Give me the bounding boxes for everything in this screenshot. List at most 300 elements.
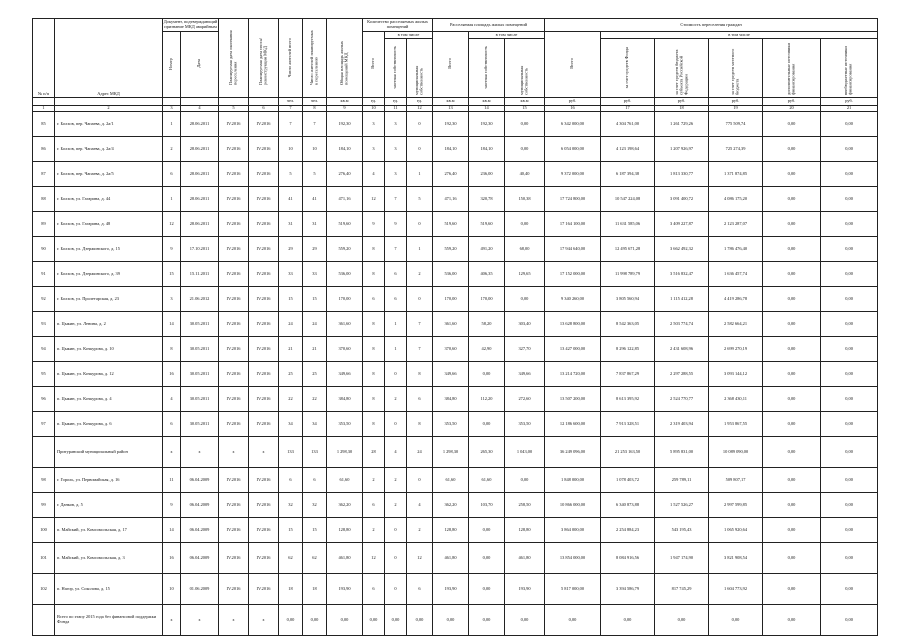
rooms-municipal-cell: 8 (407, 362, 433, 387)
header-residents-planned: Число жителей планируемых к переселению (303, 19, 327, 98)
planned-end-cell: IV.2016 (219, 493, 249, 518)
column-number-cell: 14 (469, 106, 505, 112)
residents-planned-cell: 62 (303, 543, 327, 574)
planned-end-cell: IV.2016 (219, 337, 249, 362)
residents-planned-cell: 33 (303, 262, 327, 287)
cost-extra-cell: 0,00 (763, 162, 821, 187)
cost-region-cell: 817 745,29 (655, 574, 709, 605)
column-number-cell: 13 (433, 106, 469, 112)
header-rooms-in-that: в том числе (385, 32, 433, 39)
column-number-cell: 16 (545, 106, 601, 112)
cost-other-cell: 0,00 (821, 312, 878, 337)
cost-extra-cell: 0,00 (763, 605, 821, 636)
cost-local-cell: 775 509,74 (709, 112, 763, 137)
residents-planned-cell: 5 (303, 162, 327, 187)
cost-local-cell: 2 123 287,07 (709, 212, 763, 237)
total-area-cell: 61,60 (327, 468, 363, 493)
planned-demolish-cell: IV.2016 (249, 137, 279, 162)
cost-fund-cell: 8 542 363,05 (601, 312, 655, 337)
planned-demolish-cell: IV.2016 (249, 112, 279, 137)
rooms-private-cell: 3 (385, 162, 407, 187)
planned-demolish-cell: IV.2016 (249, 468, 279, 493)
address-cell: г. Болхов, пер. Чапаева, д. 2а/5 (55, 162, 163, 187)
column-number-cell: 20 (763, 106, 821, 112)
cost-fund-cell: 12 495 671,28 (601, 237, 655, 262)
total-area-cell: 193,90 (327, 574, 363, 605)
doc-date-cell: 06.04.2009 (181, 493, 219, 518)
unit-cell: руб. (545, 98, 601, 106)
address-cell: п. Цыкин, ул. Ленина, д. 2 (55, 312, 163, 337)
doc-date-cell: 15.11.2011 (181, 262, 219, 287)
column-number-cell: 5 (219, 106, 249, 112)
residents-cell: 62 (279, 543, 303, 574)
unit-cell: ед. (385, 98, 407, 106)
doc-number-cell: x (163, 437, 181, 468)
area-total-cell: 384,80 (433, 387, 469, 412)
address-cell: п. Цыкин, ул. Кочкурова, д. 10 (55, 337, 163, 362)
planned-demolish-cell: IV.2016 (249, 412, 279, 437)
row-number-cell: 95 (33, 362, 55, 387)
rooms-private-cell: 0,00 (385, 605, 407, 636)
address-cell: г. Болхов, пер. Чапаева, д. 2а/1 (55, 112, 163, 137)
residents-planned-cell: 41 (303, 187, 327, 212)
cost-extra-cell: 0,00 (763, 262, 821, 287)
rooms-municipal-cell: 5 (407, 187, 433, 212)
table-row (33, 362, 878, 387)
rooms-municipal-cell: 7 (407, 312, 433, 337)
address-cell: Всего по этапу 2015 года без финансовой поддержки Фонда (55, 605, 163, 636)
planned-demolish-cell: IV.2016 (249, 212, 279, 237)
planned-demolish-cell: IV.2016 (249, 262, 279, 287)
area-municipal-cell: 349,66 (505, 362, 545, 387)
area-private-cell: 236,00 (469, 162, 505, 187)
cost-fund-cell: 6 340 873,88 (601, 493, 655, 518)
doc-number-cell: 6 (163, 162, 181, 187)
cost-fund-cell: 8 613 395,92 (601, 387, 655, 412)
header-residents: Число жителей всего (279, 19, 303, 98)
area-municipal-cell: 193,90 (505, 574, 545, 605)
area-municipal-cell: 258,50 (505, 493, 545, 518)
header-cost-fund: за счет средств Фонда (601, 39, 655, 98)
residents-cell: 33 (279, 262, 303, 287)
rooms-total-cell: 9 (363, 212, 385, 237)
cost-extra-cell: 0,00 (763, 543, 821, 574)
doc-number-cell: 12 (163, 212, 181, 237)
cost-other-cell: 0,00 (821, 162, 878, 187)
area-municipal-cell: 0,00 (505, 605, 545, 636)
cost-total-cell: 13 628 800,00 (545, 312, 601, 337)
rooms-total-cell: 6 (363, 493, 385, 518)
table-row (33, 312, 878, 337)
row-number-cell: 99 (33, 493, 55, 518)
planned-demolish-cell: IV.2016 (249, 312, 279, 337)
cost-region-cell: 2 503 774,74 (655, 312, 709, 337)
residents-cell: 10 (279, 137, 303, 162)
residents-planned-cell: 6 (303, 468, 327, 493)
doc-date-cell: 30.05.2011 (181, 312, 219, 337)
rooms-municipal-cell: 0,00 (407, 605, 433, 636)
header-cost-in-that: в том числе (601, 32, 878, 39)
unit-cell: кв.м (469, 98, 505, 106)
doc-date-cell: 21.06.2012 (181, 287, 219, 312)
area-total-cell: 370,60 (433, 337, 469, 362)
cost-fund-cell: 3 394 586,79 (601, 574, 655, 605)
doc-number-cell: 6 (163, 412, 181, 437)
header-cost-local: за счет средств местного бюджета (709, 39, 763, 98)
unit-cell (249, 98, 279, 106)
total-area-cell: 461,80 (327, 543, 363, 574)
rooms-municipal-cell: 2 (407, 262, 433, 287)
rooms-total-cell: 8 (363, 412, 385, 437)
rooms-total-cell: 8 (363, 262, 385, 287)
rooms-municipal-cell: 4 (407, 493, 433, 518)
cost-region-cell: 2 524 770,77 (655, 387, 709, 412)
doc-number-cell: 10 (163, 574, 181, 605)
residents-cell: 15 (279, 518, 303, 543)
cost-extra-cell: 0,00 (763, 237, 821, 262)
residents-planned-cell: 10 (303, 137, 327, 162)
area-total-cell: 193,90 (433, 574, 469, 605)
planned-end-cell: IV.2016 (219, 543, 249, 574)
cost-extra-cell: 0,00 (763, 112, 821, 137)
residents-cell: 34 (279, 412, 303, 437)
header-planned-demolish: Планируемая дата сноса/реконструкции МКД (249, 19, 279, 98)
cost-fund-cell: 4 123 198,64 (601, 137, 655, 162)
residents-cell: 32 (279, 493, 303, 518)
planned-end-cell: IV.2016 (219, 137, 249, 162)
header-doc-date: Дата (181, 32, 219, 98)
area-total-cell: 471,16 (433, 187, 469, 212)
rooms-private-cell: 0 (385, 412, 407, 437)
cost-other-cell: 0,00 (821, 112, 878, 137)
area-private-cell: 519,60 (469, 212, 505, 237)
planned-demolish-cell: IV.2016 (249, 362, 279, 387)
rooms-total-cell: 28 (363, 437, 385, 468)
cost-region-cell: 3 091 400,72 (655, 187, 709, 212)
doc-date-cell: 06.04.2009 (181, 468, 219, 493)
cost-extra-cell: 0,00 (763, 137, 821, 162)
unit-cell (181, 98, 219, 106)
area-municipal-cell: 68,00 (505, 237, 545, 262)
planned-end-cell: IV.2016 (219, 112, 249, 137)
column-number-cell: 2 (55, 106, 163, 112)
table-row (33, 212, 878, 237)
header-cost-extra: дополнительные источники финансирования (763, 39, 821, 98)
cost-total-cell: 6 342 000,00 (545, 112, 601, 137)
address-cell: п. Цыкин, ул. Кочкурова, д. 4 (55, 387, 163, 412)
planned-demolish-cell: IV.2016 (249, 287, 279, 312)
planned-end-cell: IV.2016 (219, 362, 249, 387)
address-cell: г. Гороль, ул. Первомайская, д. 16 (55, 468, 163, 493)
column-number-cell: 3 (163, 106, 181, 112)
cost-other-cell: 0,00 (821, 212, 878, 237)
residents-planned-cell: 32 (303, 493, 327, 518)
residents-planned-cell: 0,00 (303, 605, 327, 636)
cost-local-cell: 509 807,17 (709, 468, 763, 493)
area-municipal-cell: 150,38 (505, 187, 545, 212)
planned-end-cell: IV.2016 (219, 262, 249, 287)
column-number-cell: 4 (181, 106, 219, 112)
area-private-cell: 491,20 (469, 237, 505, 262)
unit-cell: чел. (303, 98, 327, 106)
cost-local-cell: 3 093 144,12 (709, 362, 763, 387)
cost-fund-cell: 0,00 (601, 605, 655, 636)
rooms-total-cell: 8 (363, 237, 385, 262)
doc-number-cell: 4 (163, 387, 181, 412)
table-row (33, 387, 878, 412)
row-number-cell: 92 (33, 287, 55, 312)
planned-demolish-cell: IV.2016 (249, 387, 279, 412)
cost-other-cell: 0,00 (821, 387, 878, 412)
address-cell: п. Майский, ул. Комсомольская, д. 17 (55, 518, 163, 543)
rooms-municipal-cell: 2 (407, 518, 433, 543)
table-row (33, 262, 878, 287)
rooms-private-cell: 4 (385, 437, 407, 468)
cost-fund-cell: 11 631 585,06 (601, 212, 655, 237)
area-total-cell: 349,66 (433, 362, 469, 387)
rooms-private-cell: 6 (385, 287, 407, 312)
total-area-cell: 362,20 (327, 493, 363, 518)
rooms-total-cell: 8 (363, 337, 385, 362)
header-area-in-that: в том числе (469, 32, 545, 39)
address-cell: г. Болхов, ул. Гагарина, д. 44 (55, 187, 163, 212)
rooms-municipal-cell: 1 (407, 237, 433, 262)
header-planned-end: Планируемая дата окончания переселения (219, 19, 249, 98)
column-number-cell: 6 (249, 106, 279, 112)
residents-planned-cell: 18 (303, 574, 327, 605)
doc-date-cell: 01.06.2009 (181, 574, 219, 605)
unit-cell: руб. (821, 98, 878, 106)
rooms-private-cell: 0 (385, 362, 407, 387)
unit-cell: руб. (655, 98, 709, 106)
residents-planned-cell: 15 (303, 518, 327, 543)
header-cost-other: внебюджетные источники финансирования (821, 39, 878, 98)
cost-total-cell: 10 866 000,00 (545, 493, 601, 518)
unit-cell: кв.м (327, 98, 363, 106)
residents-cell: 21 (279, 337, 303, 362)
column-number-cell: 1 (33, 106, 55, 112)
cost-extra-cell: 0,00 (763, 212, 821, 237)
cost-total-cell: 6 054 000,00 (545, 137, 601, 162)
cost-fund-cell: 8 296 122,85 (601, 337, 655, 362)
residents-planned-cell: 24 (303, 312, 327, 337)
cost-other-cell: 0,00 (821, 237, 878, 262)
area-total-cell: 1 298,30 (433, 437, 469, 468)
area-municipal-cell: 0,00 (505, 287, 545, 312)
cost-other-cell: 0,00 (821, 137, 878, 162)
planned-end-cell: IV.2016 (219, 518, 249, 543)
residents-planned-cell: 21 (303, 337, 327, 362)
header-cost-total: Всего (545, 32, 601, 98)
rooms-private-cell: 2 (385, 468, 407, 493)
cost-fund-cell: 3 805 560,94 (601, 287, 655, 312)
cost-region-cell: 1 947 174,90 (655, 543, 709, 574)
rooms-total-cell: 8 (363, 362, 385, 387)
address-cell: г. Болхов, ул. Гагарина, д. 48 (55, 212, 163, 237)
row-number-cell: 94 (33, 337, 55, 362)
area-total-cell: 559,20 (433, 237, 469, 262)
header-rooms-private: частная собственность (385, 39, 407, 98)
residents-cell: 0,00 (279, 605, 303, 636)
area-municipal-cell: 1 043,00 (505, 437, 545, 468)
cost-local-cell: 1 636 457,74 (709, 262, 763, 287)
doc-number-cell: 1 (163, 112, 181, 137)
planned-end-cell: IV.2016 (219, 162, 249, 187)
cost-total-cell: 1 848 000,00 (545, 468, 601, 493)
cost-fund-cell: 21 253 163,50 (601, 437, 655, 468)
total-area-cell: 370,60 (327, 337, 363, 362)
area-total-cell: 361,60 (433, 312, 469, 337)
column-number-cell: 11 (385, 106, 407, 112)
doc-number-cell: x (163, 605, 181, 636)
doc-date-cell: x (181, 437, 219, 468)
row-number-cell: 91 (33, 262, 55, 287)
column-number-cell: 18 (655, 106, 709, 112)
area-municipal-cell: 272,60 (505, 387, 545, 412)
unit-cell: кв.м (505, 98, 545, 106)
rooms-total-cell: 2 (363, 518, 385, 543)
address-cell: г. Болхов, ул. Пролетарская, д. 23 (55, 287, 163, 312)
doc-number-cell: 15 (163, 262, 181, 287)
cost-extra-cell: 0,00 (763, 518, 821, 543)
column-number-cell: 9 (327, 106, 363, 112)
planned-demolish-cell: IV.2016 (249, 237, 279, 262)
doc-number-cell: 16 (163, 362, 181, 387)
area-private-cell: 112,20 (469, 387, 505, 412)
rooms-municipal-cell: 0 (407, 287, 433, 312)
header-area-total: Всего (433, 32, 469, 98)
cost-fund-cell: 1 078 403,72 (601, 468, 655, 493)
unit-cell: ед. (407, 98, 433, 106)
cost-other-cell: 0,00 (821, 287, 878, 312)
header-cost-group: Стоимость переселения граждан (545, 19, 878, 32)
area-total-cell: 276,40 (433, 162, 469, 187)
area-private-cell: 265,30 (469, 437, 505, 468)
row-number-cell: 96 (33, 387, 55, 412)
rooms-total-cell: 0,00 (363, 605, 385, 636)
header-cost-region: за счет средств бюджета субъекта Российской Федерации (655, 39, 709, 98)
total-area-cell: 353,50 (327, 412, 363, 437)
doc-date-cell: 30.05.2011 (181, 387, 219, 412)
doc-number-cell: 14 (163, 518, 181, 543)
row-number-cell: 101 (33, 543, 55, 574)
cost-extra-cell: 0,00 (763, 437, 821, 468)
total-area-cell: 519,60 (327, 212, 363, 237)
cost-total-cell: 13 507 200,00 (545, 387, 601, 412)
unit-cell: кв.м (433, 98, 469, 106)
area-private-cell: 0,00 (469, 412, 505, 437)
rooms-total-cell: 4 (363, 162, 385, 187)
column-number-cell: 15 (505, 106, 545, 112)
rooms-municipal-cell: 0 (407, 112, 433, 137)
address-cell: Притуранский муниципальный район (55, 437, 163, 468)
area-municipal-cell: 303,40 (505, 312, 545, 337)
doc-date-cell: 06.04.2009 (181, 518, 219, 543)
area-private-cell: 0,00 (469, 605, 505, 636)
planned-end-cell: IV.2016 (219, 387, 249, 412)
table-row (33, 518, 878, 543)
row-number-cell: 87 (33, 162, 55, 187)
cost-region-cell: 2 431 608,96 (655, 337, 709, 362)
rooms-municipal-cell: 1 (407, 162, 433, 187)
rooms-private-cell: 9 (385, 212, 407, 237)
cost-fund-cell: 7 837 867,29 (601, 362, 655, 387)
doc-date-cell: 28.06.2011 (181, 137, 219, 162)
cost-region-cell: 5 895 831,00 (655, 437, 709, 468)
cost-fund-cell: 6 187 394,38 (601, 162, 655, 187)
cost-extra-cell: 0,00 (763, 187, 821, 212)
address-cell: г. Болхов, ул. Дзержинского, д. 15 (55, 237, 163, 262)
doc-date-cell: 28.06.2011 (181, 212, 219, 237)
area-private-cell: 58,20 (469, 312, 505, 337)
column-number-cell: 10 (363, 106, 385, 112)
area-total-cell: 184,10 (433, 137, 469, 162)
doc-number-cell: 16 (163, 543, 181, 574)
unit-cell (33, 98, 55, 106)
doc-number-cell: 11 (163, 468, 181, 493)
cost-fund-cell: 2 254 884,23 (601, 518, 655, 543)
table-row (33, 287, 878, 312)
rooms-private-cell: 0 (385, 574, 407, 605)
cost-region-cell: 1 207 926,97 (655, 137, 709, 162)
doc-date-cell: 30.05.2011 (181, 362, 219, 387)
residents-cell: 18 (279, 574, 303, 605)
area-private-cell: 0,00 (469, 574, 505, 605)
table-row (33, 468, 878, 493)
cost-local-cell: 1 604 773,92 (709, 574, 763, 605)
cost-total-cell: 17 164 100,00 (545, 212, 601, 237)
cost-extra-cell: 0,00 (763, 468, 821, 493)
cost-extra-cell: 0,00 (763, 362, 821, 387)
planned-demolish-cell: x (249, 605, 279, 636)
rooms-total-cell: 3 (363, 112, 385, 137)
doc-date-cell: 28.06.2011 (181, 162, 219, 187)
cost-total-cell: 13 427 000,00 (545, 337, 601, 362)
area-total-cell: 353,50 (433, 412, 469, 437)
cost-local-cell: 1 786 476,40 (709, 237, 763, 262)
doc-date-cell: 06.04.2009 (181, 543, 219, 574)
area-private-cell: 0,00 (469, 362, 505, 387)
cost-total-cell: 17 944 640,00 (545, 237, 601, 262)
area-total-cell: 362,20 (433, 493, 469, 518)
total-area-cell: 349,66 (327, 362, 363, 387)
address-cell: г. Данков, д. 5 (55, 493, 163, 518)
row-number-cell: 85 (33, 112, 55, 137)
cost-region-cell: 1 115 412,28 (655, 287, 709, 312)
row-number-cell: 102 (33, 574, 55, 605)
cost-other-cell: 0,00 (821, 412, 878, 437)
doc-number-cell: 1 (163, 187, 181, 212)
planned-end-cell: IV.2016 (219, 187, 249, 212)
residents-planned-cell: 31 (303, 212, 327, 237)
cost-total-cell: 17 724 800,00 (545, 187, 601, 212)
rooms-municipal-cell: 24 (407, 437, 433, 468)
header-area-private: частная собственность (469, 39, 505, 98)
total-area-cell: 184,10 (327, 137, 363, 162)
area-municipal-cell: 0,00 (505, 137, 545, 162)
rooms-municipal-cell: 7 (407, 337, 433, 362)
planned-end-cell: IV.2016 (219, 412, 249, 437)
rooms-municipal-cell: 0 (407, 212, 433, 237)
area-private-cell: 0,00 (469, 543, 505, 574)
area-municipal-cell: 0,00 (505, 212, 545, 237)
unit-cell (219, 98, 249, 106)
area-private-cell: 184,10 (469, 137, 505, 162)
table-row (33, 412, 878, 437)
cost-total-cell: 0,00 (545, 605, 601, 636)
area-municipal-cell: 0,00 (505, 468, 545, 493)
cost-total-cell: 17 152 000,00 (545, 262, 601, 287)
